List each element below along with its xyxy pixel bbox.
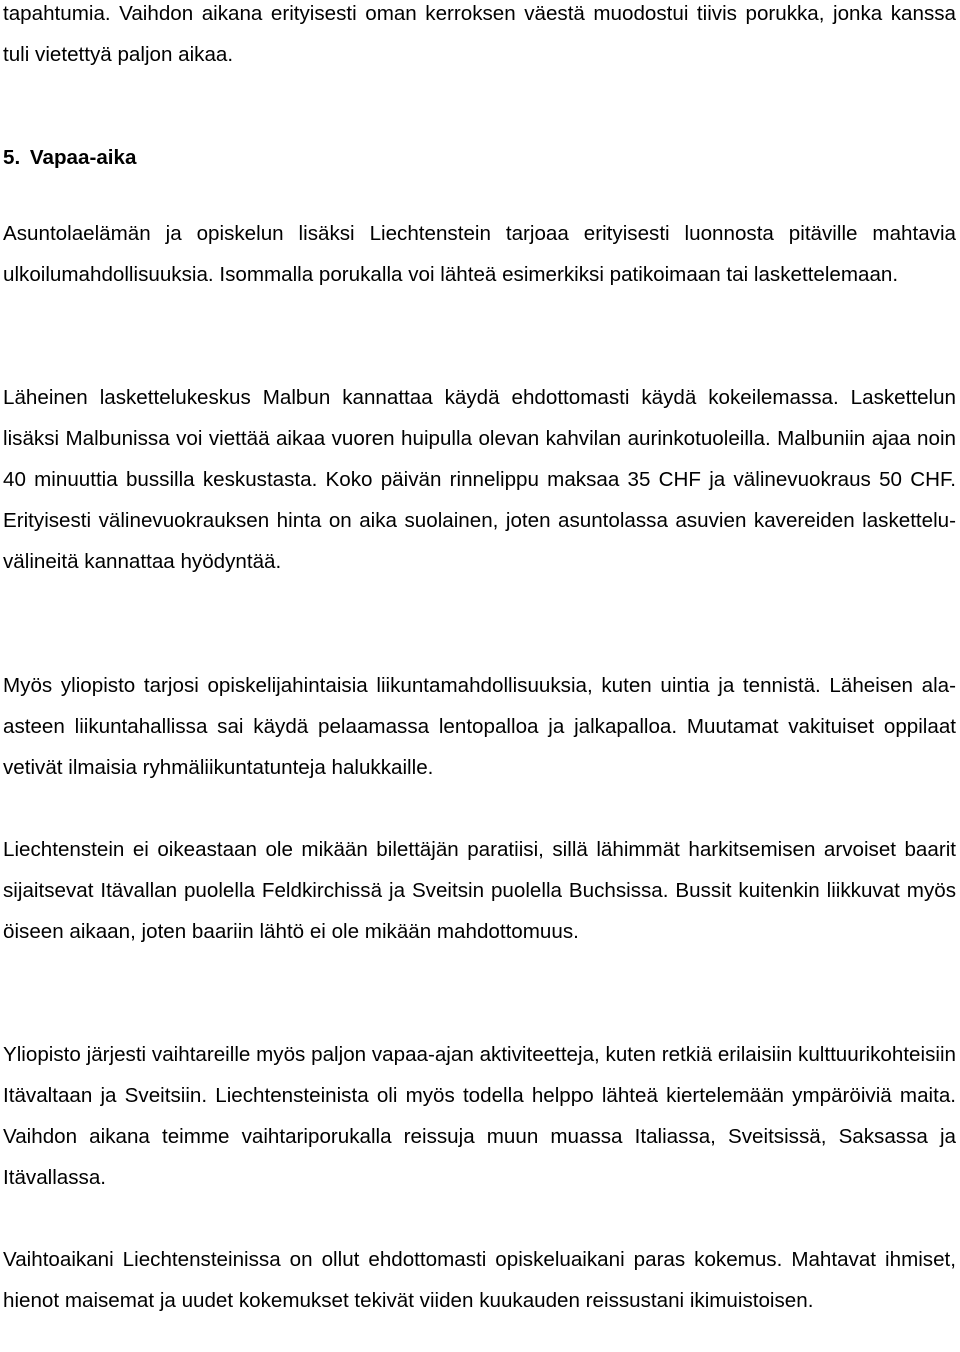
section-number: 5. <box>3 146 21 169</box>
paragraph-conclusion: Vaihtoaikani Liechtensteinissa on ollut ehdottomasti opiskeluaikani paras kokemus. Mahtavat ihmiset, hienot maisemat ja uudet kokemukset tekivät viiden kuukauden reissustani ikimuistoisen. <box>3 1248 956 1312</box>
paragraph-malbun: Läheinen laskettelukeskus Malbun kannattaa käydä ehdottomasti käydä kokeilemassa. Laskettelun lisäksi Malbunissa voi viettää aikaa vuoren huipulla olevan kahvilan aurinkotuoleilla. Malbuniin ajaa noin 40 minuuttia bussilla keskustasta. Koko päivän rinnelippu maksaa 35 CHF ja välinevuokraus 50 CHF. Erityisesti välinevuokrauksen hinta on aika suolainen, joten asuntolassa asuvien kavereiden lasketteluvälineitä kannattaa hyödyntää. <box>3 386 956 573</box>
paragraph-intro-continued: tapahtumia. Vaihdon aikana erityisesti oman kerroksen väestä muodostui tiivis porukka, jonka kanssa tuli vietettyä paljon aikaa. <box>3 2 956 66</box>
section-heading <box>3 137 136 178</box>
paragraph-nightlife: Liechtenstein ei oikeastaan ole mikään bilettäjän paratiisi, sillä lähimmät harkitsemisen arvoiset baarit sijaitsevat Itävallan puolella Feldkirchissä ja Sveitsin puolella Buchsissa. Bussit kuitenkin liikkuvat myös öiseen aikaan, joten baariin lähtö ei ole mikään mahdottomuus. <box>3 838 956 943</box>
paragraph-outdoor: Asuntolaelämän ja opiskelun lisäksi Liechtenstein tarjoaa erityisesti luonnosta pitäville mahtavia ulkoilumahdollisuuksia. Isommalla porukalla voi lähteä esimerkiksi patikoimaan tai laskettelemaan. <box>3 222 956 286</box>
section-title: Vapaa-aika <box>29 146 137 169</box>
paragraph-trips: Yliopisto järjesti vaihtareille myös paljon vapaa-ajan aktiviteetteja, kuten retkiä erilaisiin kulttuurikohteisiin Itävaltaan ja Sveitsiin. Liechtensteinista oli myös todella helppo lähteä kiertelemään ympäröiviä maita. Vaihdon aikana teimme vaihtariporukalla reissuja muun muassa Italiassa, Sveitsissä, Saksassa ja Itävallassa. <box>3 1043 956 1189</box>
paragraph-university-sports: Myös yliopisto tarjosi opiskelijahintaisia liikuntamahdollisuuksia, kuten uintia ja tennistä. Läheisen ala-asteen liikuntahallissa sai käydä pelaamassa lentopalloa ja jalkapalloa. Muutamat vakituiset oppilaat vetivät ilmaisia ryhmäliikuntatunteja halukkaille. <box>3 674 956 779</box>
